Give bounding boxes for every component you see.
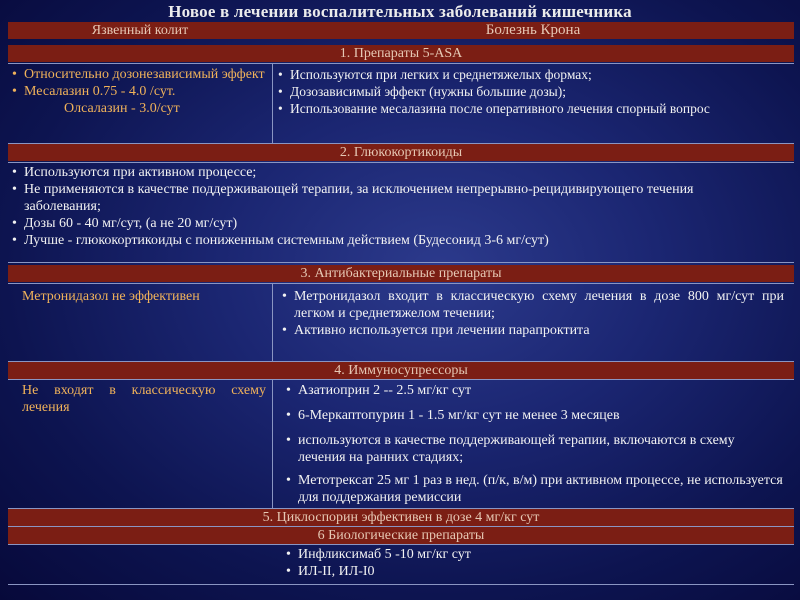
gluco-item: • Не применяются в качестве поддерживающей терапии, за исключением непрерывно-рецидивирующего течения заболевания; <box>10 181 770 215</box>
immuno-right-list <box>284 382 784 506</box>
gluco-item: • Лучше - глюкокортикоиды с пониженным системным действием (Будесонид 3-6 мг/сут) <box>10 232 770 249</box>
divider <box>8 262 794 263</box>
divider <box>8 379 794 380</box>
bio-item: • ИЛ-II, ИЛ-I0 <box>284 563 784 580</box>
divider <box>8 162 794 163</box>
divider <box>8 544 794 545</box>
column-header-row <box>0 22 800 39</box>
antibac-left: Метронидазол не эффективен <box>22 289 200 304</box>
asa-left-list <box>10 66 266 117</box>
divider <box>8 63 794 64</box>
asa-right-list <box>276 66 788 117</box>
header-ulcerative-colitis: Язвенный колит <box>8 22 272 39</box>
antibac-right-list <box>280 288 784 339</box>
bio-item: • Инфликсимаб 5 -10 мг/кг сут <box>284 546 784 563</box>
divider <box>8 283 794 284</box>
section-cyclo-title: 5. Циклоспорин эффективен в дозе 4 мг/кг сут <box>8 509 794 526</box>
column-divider <box>272 283 273 363</box>
immuno-right-item: • Метотрексат 25 мг 1 раз в нед. (п/к, в/м) при активном процессе, не используется для поддержания ремиссии <box>284 472 784 506</box>
section-immuno-title: 4. Иммуносупрессоры <box>8 362 794 379</box>
immuno-left: Не входят в классическую схему лечения <box>22 383 266 415</box>
divider <box>8 584 794 585</box>
immuno-right-item: • используются в качестве поддерживающей терапии, включаются в схему лечения на ранних стадиях; <box>284 432 784 466</box>
section-asa-title: 1. Препараты 5-ASA <box>8 45 794 62</box>
section-gluco-title: 2. Глюкокортикоиды <box>8 144 794 161</box>
column-divider <box>272 63 273 143</box>
column-divider <box>272 379 273 508</box>
antibac-right-item: • Метронидазол входит в классическую схему лечения в дозе 800 мг/сут при легком и среднетяжелом течении; <box>280 288 784 322</box>
asa-left-item: • Месалазин 0.75 - 4.0 /сут. Олсалазин - 3.0/сут <box>10 83 266 117</box>
asa-right-item: • Используются при легких и среднетяжелых формах; <box>276 66 788 83</box>
asa-left-item: • Относительно дозонезависимый эффект <box>10 66 266 83</box>
immuno-right-item: • Азатиоприн 2 -- 2.5 мг/кг сут <box>284 382 784 399</box>
asa-right-item: • Использование месалазина после оперативного лечения спорный вопрос <box>276 100 788 117</box>
section-antibac-title: 3. Антибактериальные препараты <box>8 265 794 282</box>
header-crohns-disease: Болезнь Крона <box>272 22 794 39</box>
gluco-list <box>10 164 770 249</box>
asa-right-item: • Дозозависимый эффект (нужны большие дозы); <box>276 83 788 100</box>
immuno-right-item: • 6-Меркаптопурин 1 - 1.5 мг/кг сут не менее 3 месяцев <box>284 407 784 424</box>
bio-list <box>284 546 784 580</box>
gluco-item: • Дозы 60 - 40 мг/сут, (а не 20 мг/сут) <box>10 215 770 232</box>
antibac-right-item: • Активно используется при лечении парапроктита <box>280 322 784 339</box>
gluco-item: • Используются при активном процессе; <box>10 164 770 181</box>
slide-title: Новое в лечении воспалительных заболеваний кишечника <box>168 2 632 21</box>
section-bio-title: 6 Биологические препараты <box>8 527 794 544</box>
